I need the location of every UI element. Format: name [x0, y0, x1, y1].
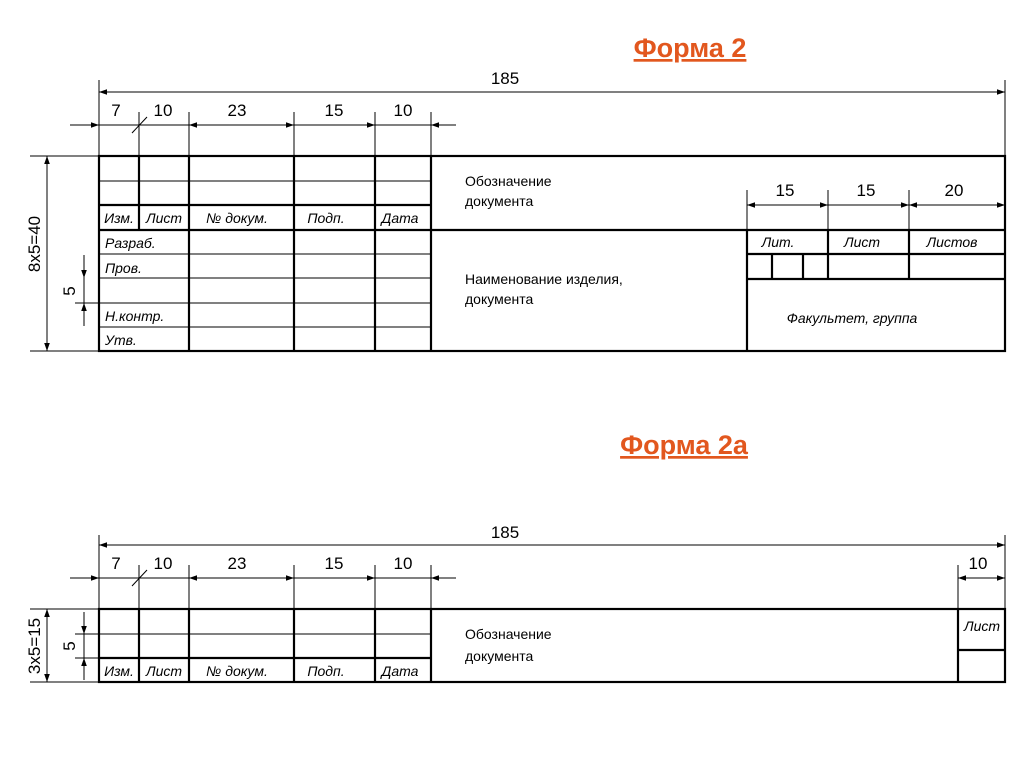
role-utv: Утв. [105, 332, 137, 348]
dim-rows-3x5: 3x5=15 [25, 617, 44, 675]
field-list-2a: Лист [963, 618, 1001, 634]
dim-total: 185 [490, 69, 520, 88]
role-razrab: Разраб. [105, 235, 156, 251]
header-podp-2a: Подп. [307, 663, 345, 679]
dim-col-15-2a: 15 [324, 554, 344, 573]
header-data: Дата [381, 210, 419, 226]
dim-right-20: 20 [944, 181, 964, 200]
field-naim-line2: документа [465, 291, 534, 307]
form2a-title: Форма 2а [620, 430, 748, 460]
field-oboz-line1: Обозначение [465, 173, 552, 189]
header-list-2a: Лист [145, 663, 183, 679]
dim-col-10: 10 [153, 101, 173, 120]
dim-right-15a: 15 [775, 181, 795, 200]
role-nkontr: Н.контр. [105, 308, 165, 324]
dim-col-23-2a: 23 [227, 554, 247, 573]
field-listov: Листов [926, 234, 978, 250]
field-fakultet: Факультет, группа [786, 310, 918, 326]
field-oboz-line2-2a: документа [465, 648, 534, 664]
dim-row-5: 5 [60, 286, 79, 296]
dim-right-15b: 15 [856, 181, 876, 200]
dim-total-2a: 185 [490, 523, 520, 542]
dim-col-10b-2a: 10 [393, 554, 413, 573]
header-izm-2a: Изм. [104, 663, 134, 679]
dim-col-15: 15 [324, 101, 344, 120]
role-prov: Пров. [105, 260, 142, 276]
dim-col-10-2a: 10 [153, 554, 173, 573]
dim-rows-8x5: 8x5=40 [25, 215, 44, 273]
dim-col-10b: 10 [393, 101, 413, 120]
header-list: Лист [145, 210, 183, 226]
field-oboz-line2: документа [465, 193, 534, 209]
form2-labels [104, 173, 977, 348]
form2-title: Форма 2 [633, 33, 747, 63]
header-dokum-2a: № докум. [206, 663, 268, 679]
dim-col-7: 7 [111, 101, 121, 120]
header-dokum: № докум. [206, 210, 268, 226]
field-list: Лист [843, 234, 881, 250]
header-data-2a: Дата [381, 663, 419, 679]
dim-right-10: 10 [968, 554, 988, 573]
field-naim-line1: Наименование изделия, [465, 271, 623, 287]
field-lit: Лит. [761, 234, 795, 250]
field-oboz-line1-2a: Обозначение [465, 626, 552, 642]
header-izm: Изм. [104, 210, 134, 226]
form2a-labels [104, 618, 1000, 679]
dim-col-23: 23 [227, 101, 247, 120]
header-podp: Подп. [307, 210, 345, 226]
dim-row-5-2a: 5 [60, 641, 79, 651]
dim-col-7-2a: 7 [111, 554, 121, 573]
